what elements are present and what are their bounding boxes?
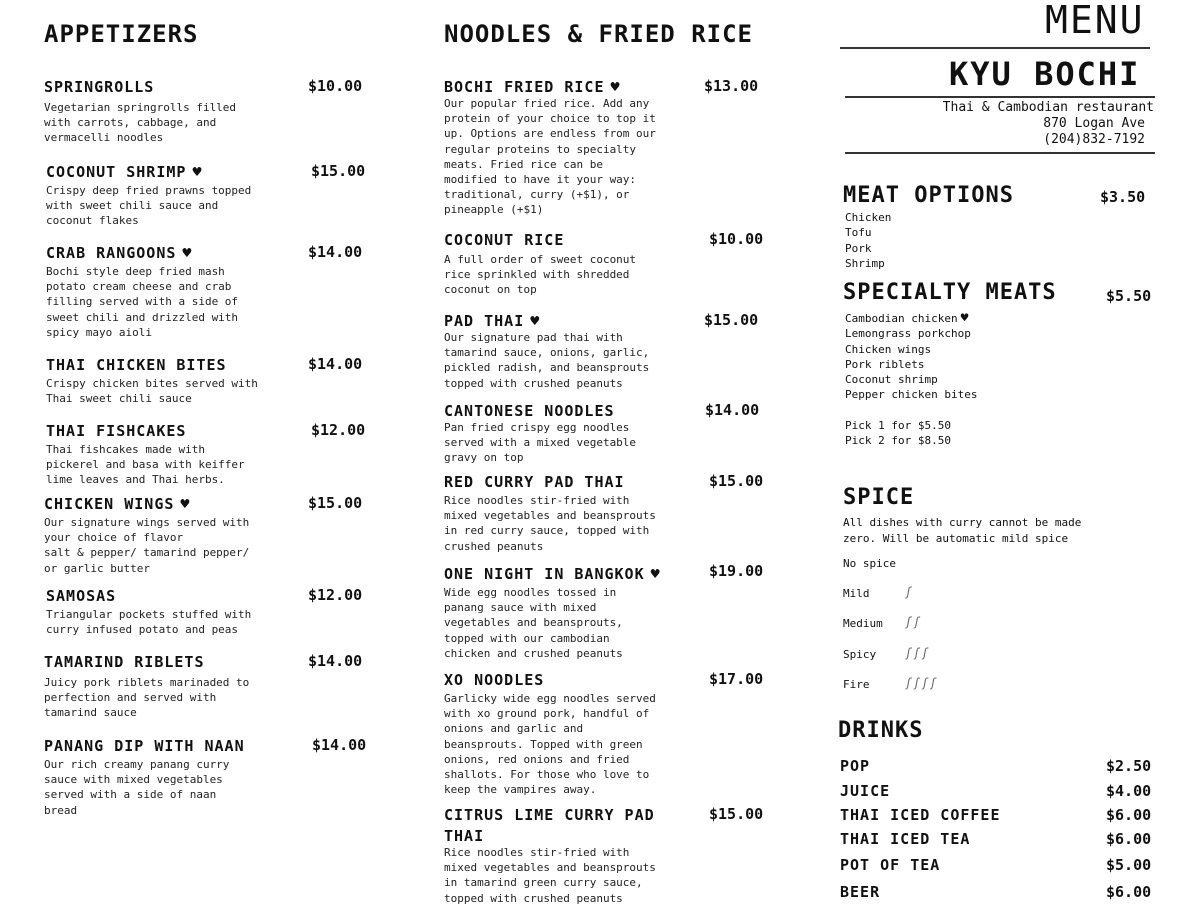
- pick-1-note: Pick 1 for $5.50: [845, 419, 951, 432]
- heart-icon: ♥: [610, 78, 620, 96]
- drink-name: JUICE: [840, 782, 891, 800]
- heart-icon: ♥: [530, 312, 540, 330]
- item-price: $14.00: [312, 736, 367, 754]
- menu-item: [444, 401, 774, 466]
- menu-item: [444, 77, 774, 218]
- list-item: Pepper chicken bites: [845, 388, 978, 402]
- item-name: XO NOODLES: [444, 671, 545, 689]
- menu-item: [46, 421, 376, 488]
- item-description: Rice noodles stir-fried with mixed vegetables and beansprouts in tamarind green curry sauce, topped with crushed peanuts: [444, 846, 656, 905]
- item-price: $14.00: [308, 243, 363, 261]
- list-item: Chicken: [845, 211, 892, 224]
- menu-item: [44, 652, 374, 721]
- item-price: $12.00: [311, 421, 366, 439]
- chili-icon: ʃʃ: [905, 615, 922, 629]
- menu-item: [46, 586, 376, 637]
- item-name: THAI FISHCAKES: [46, 422, 187, 440]
- item-name: RED CURRY PAD THAI: [444, 473, 625, 491]
- drink-price: $5.00: [1106, 856, 1152, 874]
- list-item: Pork riblets: [845, 357, 925, 371]
- item-description: Thai fishcakes made with pickerel and basa with keiffer lime leaves and Thai herbs.: [46, 443, 245, 487]
- item-name: SPRINGROLLS: [44, 78, 155, 96]
- spice-level-label: Mild: [843, 587, 870, 600]
- item-name: CHICKEN WINGS: [44, 495, 175, 513]
- item-name: COCONUT RICE: [444, 231, 565, 249]
- heart-icon: ♥: [182, 244, 192, 262]
- chili-icon: ʃ: [905, 585, 914, 599]
- item-price: $15.00: [308, 494, 363, 512]
- menu-item: [44, 77, 374, 146]
- divider: [840, 47, 1150, 49]
- item-price: $10.00: [709, 230, 764, 248]
- item-name: ONE NIGHT IN BANGKOK: [444, 565, 645, 583]
- drink-price: $4.00: [1106, 782, 1152, 800]
- item-name: SAMOSAS: [46, 587, 117, 605]
- specialty-meats-list: [845, 311, 977, 403]
- item-description: Our popular fried rice. Add any protein of your choice to top it up. Options are endless from our regular proteins to specialty meats. Fried rice can be modified to have it your way: traditional, curry (+$1), or pineapple (+$1): [444, 97, 656, 217]
- item-name: COCONUT SHRIMP: [46, 163, 187, 181]
- spice-level-label: Spicy: [843, 648, 877, 661]
- list-item: Coconut shrimp: [845, 373, 938, 387]
- item-description: Wide egg noodles tossed in panang sauce with mixed vegetables and beansprouts, topped with our cambodian chicken and crushed peanuts: [444, 586, 623, 660]
- menu-item: [444, 230, 774, 298]
- item-description: Bochi style deep fried mash potato cream cheese and crab filling served with a side of sweet chili and drizzled with spicy mayo aioli: [46, 265, 239, 339]
- item-description: Rice noodles stir-fried with mixed vegetables and beansprouts in red curry sauce, topped with crushed peanuts: [444, 494, 656, 553]
- list-item: Pork: [845, 241, 872, 255]
- item-description: Our signature pad thai with tamarind sauce, onions, garlic, pickled radish, and beansprouts topped with crushed peanuts: [444, 331, 650, 390]
- list-item: [845, 311, 977, 326]
- item-price: $19.00: [709, 562, 764, 580]
- item-description: Crispy chicken bites served with Thai sweet chili sauce: [46, 377, 258, 406]
- item-price: $14.00: [308, 355, 363, 373]
- divider: [845, 96, 1155, 98]
- heart-icon: ♥: [650, 565, 660, 583]
- spice-level-label: Fire: [843, 678, 870, 691]
- item-description: Triangular pockets stuffed with curry infused potato and peas: [46, 608, 252, 637]
- pick-2-note: Pick 2 for $8.50: [845, 434, 951, 447]
- drink-name: POT OF TEA: [840, 856, 941, 874]
- meat-options-title: MEAT OPTIONS: [843, 183, 1014, 208]
- menu-item: [444, 670, 774, 797]
- item-price: $10.00: [308, 77, 363, 95]
- specialty-meats-title: SPECIALTY MEATS: [843, 280, 1057, 305]
- item-price: $15.00: [704, 311, 759, 329]
- phone: (204)832-7192: [1043, 132, 1145, 147]
- meat-options-price: $3.50: [1100, 188, 1146, 206]
- appetizers-title: APPETIZERS: [44, 20, 199, 48]
- meat-options-list: [845, 210, 891, 271]
- drink-price: $6.00: [1106, 806, 1152, 824]
- list-item-label: Cambodian chicken: [845, 312, 958, 325]
- menu-item: [46, 162, 376, 229]
- menu-item: [444, 805, 774, 906]
- spice-note: All dishes with curry cannot be made: [843, 516, 1082, 529]
- item-description: Juicy pork riblets marinaded to perfection and served with tamarind sauce: [44, 676, 250, 720]
- menu-item: [44, 736, 374, 818]
- item-name: CRAB RANGOONS: [46, 244, 177, 262]
- drink-price: $6.00: [1106, 883, 1152, 901]
- drink-name: POP: [840, 757, 871, 775]
- drink-name: BEER: [840, 883, 881, 901]
- chili-icon: ʃʃʃʃ: [905, 676, 938, 690]
- menu-item: [46, 243, 376, 340]
- menu-item: [46, 355, 376, 406]
- chili-icon: ʃʃʃ: [905, 646, 930, 660]
- item-name: THAI CHICKEN BITES: [46, 356, 227, 374]
- address: 870 Logan Ave: [1043, 116, 1145, 131]
- list-item: Lemongrass porkchop: [845, 327, 971, 341]
- item-price: $17.00: [709, 670, 764, 688]
- item-description: Our signature wings served with your choice of flavor salt & pepper/ tamarind pepper/ or garlic butter: [44, 516, 250, 575]
- item-name: TAMARIND RIBLETS: [44, 653, 205, 671]
- item-description: Our rich creamy panang curry sauce with mixed vegetables served with a side of naan bread: [44, 758, 230, 817]
- menu-title: MENU: [1045, 0, 1145, 42]
- spice-note: zero. Will be automatic mild spice: [843, 532, 1069, 545]
- item-name: CANTONESE NOODLES: [444, 402, 615, 420]
- item-name: PAD THAI: [444, 312, 525, 330]
- restaurant-name: KYU BOCHI: [949, 55, 1141, 93]
- restaurant-subtitle: Thai & Cambodian restaurant: [942, 100, 1154, 115]
- item-description: A full order of sweet coconut rice sprinkled with shredded coconut on top: [444, 253, 637, 297]
- list-item: Tofu: [845, 226, 872, 240]
- drink-name: THAI ICED TEA: [840, 830, 971, 848]
- list-item: Chicken wings: [845, 342, 932, 356]
- drinks-title: DRINKS: [838, 718, 924, 743]
- spice-title: SPICE: [843, 485, 915, 510]
- item-price: $13.00: [704, 77, 759, 95]
- item-price: $14.00: [308, 652, 363, 670]
- menu-item: [444, 311, 774, 391]
- menu-item: [444, 564, 774, 661]
- specialty-meats-price: $5.50: [1106, 287, 1152, 305]
- menu-item: [444, 472, 774, 554]
- item-price: $14.00: [705, 401, 760, 419]
- heart-icon: ♥: [180, 495, 190, 513]
- item-name: BOCHI FRIED RICE: [444, 78, 605, 96]
- item-name: PANANG DIP WITH NAAN: [44, 737, 245, 755]
- item-description: Garlicky wide egg noodles served with xo ground pork, handful of onions and garlic and beansprouts. Topped with green onions, red onions and fried shallots. For those who love to keep the vampires away.: [444, 692, 656, 797]
- item-price: $15.00: [311, 162, 366, 180]
- drink-name: THAI ICED COFFEE: [840, 806, 1001, 824]
- list-item: Shrimp: [845, 256, 885, 270]
- noodles-title: NOODLES & FRIED RICE: [444, 20, 753, 48]
- item-price: $12.00: [308, 586, 363, 604]
- drink-price: $2.50: [1106, 757, 1152, 775]
- menu-item: [44, 494, 374, 576]
- spice-level-label: No spice: [843, 557, 896, 570]
- item-price: $15.00: [709, 805, 764, 823]
- item-description: Pan fried crispy egg noodles served with a mixed vegetable gravy on top: [444, 421, 637, 465]
- divider: [845, 152, 1155, 154]
- item-description: Vegetarian springrolls filled with carrots, cabbage, and vermacelli noodles: [44, 101, 237, 145]
- spice-level-label: Medium: [843, 617, 883, 630]
- heart-icon: ♥: [960, 311, 969, 326]
- item-name: CITRUS LIME CURRY PAD THAI: [444, 806, 655, 845]
- drink-price: $6.00: [1106, 830, 1152, 848]
- heart-icon: ♥: [192, 163, 202, 181]
- item-price: $15.00: [709, 472, 764, 490]
- item-description: Crispy deep fried prawns topped with sweet chili sauce and coconut flakes: [46, 184, 252, 228]
